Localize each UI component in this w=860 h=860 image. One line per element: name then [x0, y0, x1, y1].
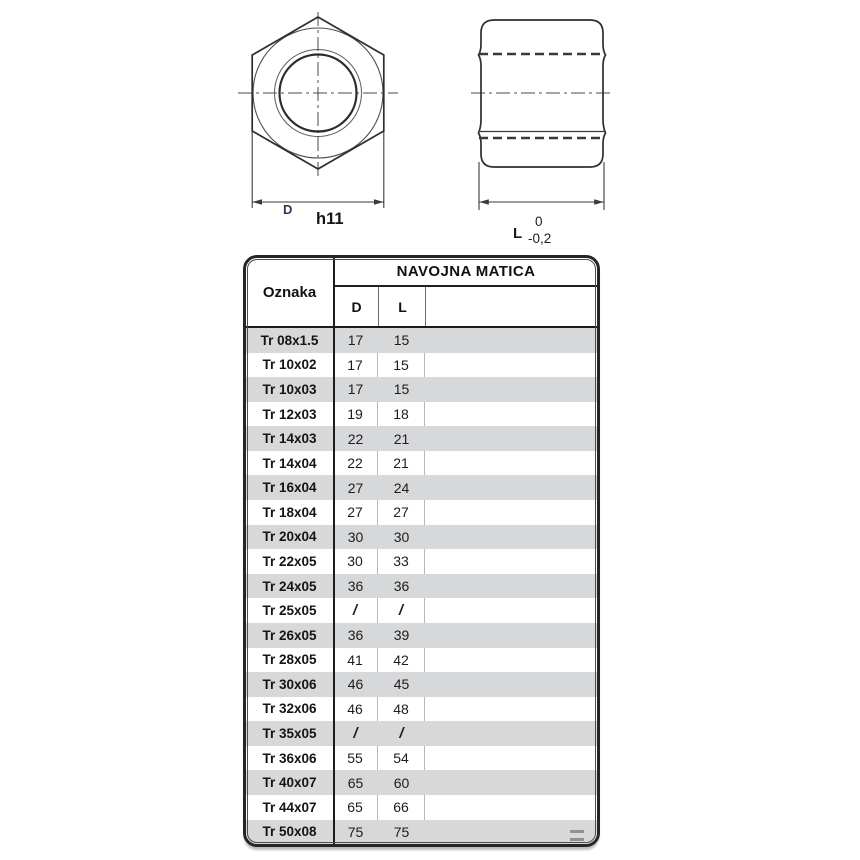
cell-empty: [425, 500, 597, 525]
cell-l: 75: [393, 823, 410, 840]
header-oznaka: Oznaka: [262, 283, 317, 301]
cell-l: 36: [393, 578, 410, 595]
cell-l: 33: [378, 549, 425, 574]
fit-label-h11: h11: [316, 210, 344, 228]
cell-empty: [425, 770, 597, 795]
cell-d: 17: [347, 381, 364, 398]
header-d: D: [351, 298, 362, 315]
cell-empty: [425, 549, 597, 574]
table-row: [246, 574, 597, 599]
cell-d: 30: [347, 528, 364, 545]
cell-l: 21: [378, 451, 425, 476]
table-row: [246, 353, 597, 378]
technical-drawing: [0, 0, 860, 252]
cell-empty: [425, 672, 597, 697]
table-row: [246, 623, 597, 648]
cell-oznaka: Tr 08x1.5: [260, 332, 319, 348]
table-row: [246, 795, 597, 820]
cell-l: 15: [378, 353, 425, 378]
cell-l: 27: [378, 500, 425, 525]
cell-empty: [425, 721, 597, 746]
cell-d: 27: [347, 479, 364, 496]
header-bottom-line: [246, 326, 597, 328]
cell-empty: [425, 623, 597, 648]
cell-d: 22: [333, 451, 378, 476]
cell-oznaka: Tr 28x05: [262, 652, 317, 668]
table-row: [246, 598, 597, 623]
side-view: [471, 20, 613, 246]
cell-oznaka: Tr 35x05: [262, 726, 317, 742]
cell-l: 66: [378, 795, 425, 820]
cell-d: 65: [347, 774, 364, 791]
cell-empty: [425, 697, 597, 722]
cell-oznaka: Tr 18x04: [262, 504, 317, 520]
table-row: [246, 746, 597, 771]
cell-oznaka: Tr 14x04: [262, 455, 317, 471]
table-row: [246, 377, 597, 402]
tolerance-lower: -0,2: [528, 231, 552, 246]
cell-oznaka: Tr 50x08: [262, 824, 317, 840]
table-row: [246, 525, 597, 550]
cell-l: 45: [393, 676, 410, 693]
cell-oznaka: Tr 32x06: [262, 701, 317, 717]
arrowhead-left: [479, 199, 489, 205]
front-view: [238, 12, 398, 228]
table-row: [246, 672, 597, 697]
cell-d: /: [333, 598, 378, 623]
cell-l: 15: [393, 381, 410, 398]
cell-oznaka: Tr 16x04: [262, 480, 317, 496]
cell-empty: [425, 598, 597, 623]
table-row: [246, 500, 597, 525]
table-row: [246, 475, 597, 500]
table-row: [246, 770, 597, 795]
cell-d: 46: [333, 697, 378, 722]
table-row: [246, 451, 597, 476]
table-row: [246, 820, 597, 845]
cell-empty: [425, 574, 597, 599]
arrowhead-right: [594, 199, 604, 205]
cell-empty: [425, 475, 597, 500]
cell-d: 65: [333, 795, 378, 820]
cell-l: /: [378, 598, 425, 623]
cell-d: 46: [347, 676, 364, 693]
cell-oznaka: Tr 24x05: [262, 578, 317, 594]
cell-oznaka: Tr 12x03: [262, 406, 317, 422]
cell-l: /: [399, 725, 404, 743]
table-row: [246, 426, 597, 451]
spec-table: [243, 255, 600, 847]
cell-empty: [425, 525, 597, 550]
header-separator: [425, 285, 426, 326]
cell-l: 21: [393, 430, 410, 447]
equals-mark: [570, 830, 585, 841]
cell-empty: [425, 328, 597, 353]
cell-l: 24: [393, 479, 410, 496]
cell-d: 17: [347, 332, 364, 349]
arrowhead-left: [253, 199, 263, 205]
cell-oznaka: Tr 25x05: [262, 603, 317, 619]
table-row: [246, 648, 597, 673]
cell-d: /: [353, 725, 358, 743]
cell-empty: [425, 377, 597, 402]
cell-d: 36: [347, 578, 364, 595]
cell-l: 42: [378, 648, 425, 673]
cell-oznaka: Tr 20x04: [262, 529, 317, 545]
cell-l: 39: [393, 627, 410, 644]
cell-l: 15: [393, 332, 410, 349]
cell-l: 18: [378, 402, 425, 427]
dim-label-l: L: [513, 225, 523, 242]
table-row: [246, 697, 597, 722]
cell-d: 41: [333, 648, 378, 673]
cell-d: 30: [333, 549, 378, 574]
cell-empty: [425, 451, 597, 476]
table-body: [246, 328, 597, 844]
table-row: [246, 721, 597, 746]
cell-d: 36: [347, 627, 364, 644]
cell-empty: [425, 426, 597, 451]
cell-empty: [425, 353, 597, 378]
cell-l: 60: [393, 774, 410, 791]
cell-l: 30: [393, 528, 410, 545]
cell-empty: [425, 746, 597, 771]
column-separator-line: [333, 258, 335, 844]
header-separator: [378, 285, 379, 326]
cell-oznaka: Tr 22x05: [262, 553, 317, 569]
cell-d: 27: [333, 500, 378, 525]
table-row: [246, 549, 597, 574]
table-row: [246, 402, 597, 427]
arrowhead-right: [374, 199, 384, 205]
cell-oznaka: Tr 26x05: [262, 627, 317, 643]
cell-oznaka: Tr 36x06: [262, 750, 317, 766]
cell-empty: [425, 402, 597, 427]
cell-l: 54: [378, 746, 425, 771]
cell-oznaka: Tr 10x03: [262, 381, 317, 397]
cell-d: 19: [333, 402, 378, 427]
cell-l: 48: [378, 697, 425, 722]
cell-empty: [425, 648, 597, 673]
dim-label-d: D: [283, 202, 293, 217]
cell-empty: [425, 795, 597, 820]
cell-oznaka: Tr 30x06: [262, 676, 317, 692]
cell-oznaka: Tr 14x03: [262, 431, 317, 447]
cell-oznaka: Tr 10x02: [262, 357, 317, 373]
header-l: L: [398, 298, 407, 315]
cell-d: 22: [347, 430, 364, 447]
cell-d: 17: [333, 353, 378, 378]
cell-oznaka: Tr 44x07: [262, 799, 317, 815]
cell-oznaka: Tr 40x07: [262, 775, 317, 791]
table-row: [246, 328, 597, 353]
table-title: NAVOJNA MATICA: [396, 263, 536, 280]
cell-d: 55: [333, 746, 378, 771]
cell-d: 75: [347, 823, 364, 840]
tolerance-upper: 0: [535, 214, 543, 229]
